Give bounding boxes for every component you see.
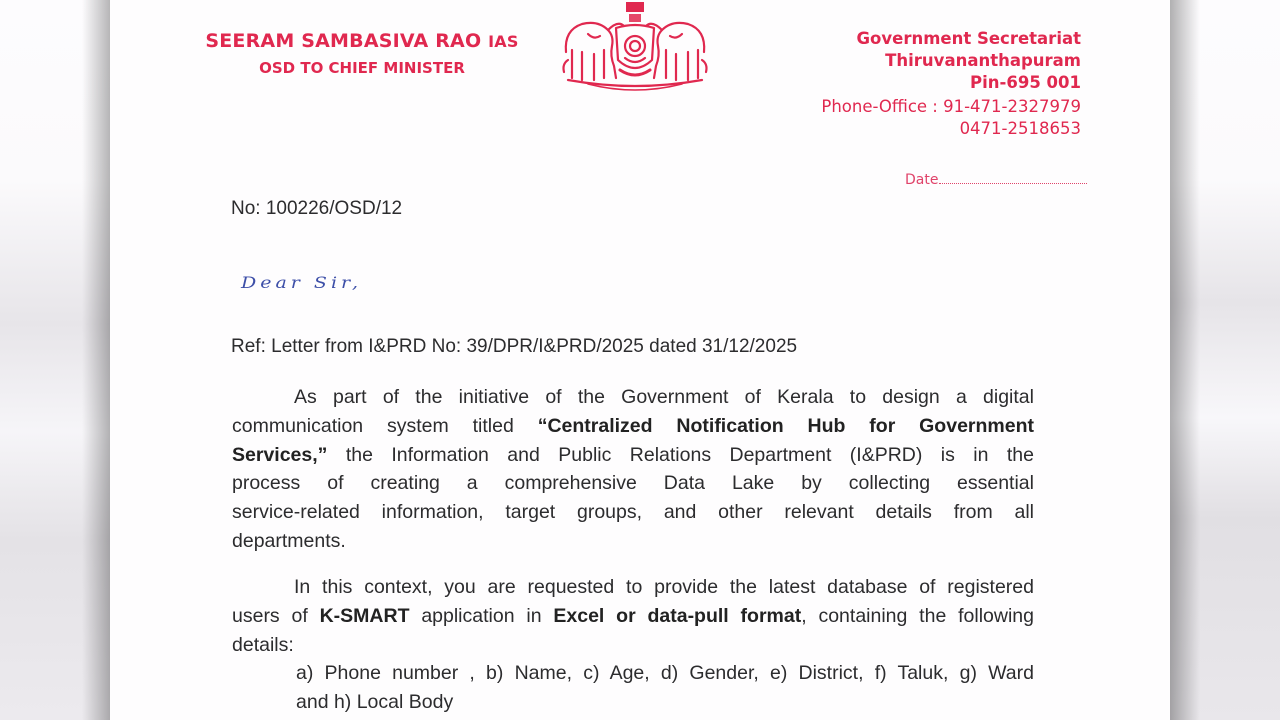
fields-line: and h) Local Body xyxy=(296,691,454,713)
app-name-bold: K-SMART xyxy=(319,604,410,627)
para1-text: As part of the initiative of the Government of Kerala to design a digital xyxy=(294,386,1034,408)
phone-alt: 0471-2518653 xyxy=(959,119,1081,138)
para1-line xyxy=(232,441,1034,470)
officer-suffix: IAS xyxy=(488,32,519,51)
background-left xyxy=(0,0,110,720)
letterhead-officer xyxy=(193,30,531,77)
required-fields-list xyxy=(296,659,1034,717)
para1-line xyxy=(232,498,1034,527)
para2-line xyxy=(232,602,1034,631)
paragraph-1 xyxy=(232,383,1034,556)
system-title-bold: Services,” xyxy=(232,443,328,466)
para1-text: process of creating a comprehensive Data Lake by collecting essential xyxy=(232,472,1034,495)
para1-text: departments. xyxy=(232,529,346,552)
para2-text: users of xyxy=(232,604,320,627)
date-field xyxy=(905,172,1087,188)
background-right xyxy=(1170,0,1280,720)
para1-text: communication system titled xyxy=(232,414,538,437)
officer-name-line xyxy=(193,30,531,52)
kerala-emblem-icon xyxy=(558,0,712,92)
para2-line xyxy=(232,631,1034,660)
phone-office: Phone-Office : 91-471-2327979 xyxy=(821,97,1081,116)
office-city: Thiruvananthapuram xyxy=(885,51,1081,70)
date-blank-line xyxy=(939,183,1087,184)
office-pin: Pin-695 001 xyxy=(970,73,1081,92)
date-label: Date xyxy=(905,172,939,188)
para1-line xyxy=(232,383,1034,412)
para2-text: details: xyxy=(232,633,294,656)
para1-text: the Information and Public Relations Department (I&PRD) is in the xyxy=(327,443,1034,466)
officer-name: SEERAM SAMBASIVA RAO xyxy=(205,30,482,52)
para2-line xyxy=(232,573,1034,602)
handwritten-salutation: Dear Sir, xyxy=(241,273,363,293)
para1-line xyxy=(232,469,1034,498)
paragraph-2 xyxy=(232,573,1034,659)
system-title-bold: “Centralized Notification Hub for Government xyxy=(537,414,1034,437)
officer-role: OSD TO CHIEF MINISTER xyxy=(259,59,465,77)
letter-number: No: 100226/OSD/12 xyxy=(231,198,403,219)
reference-line: Ref: Letter from I&PRD No: 39/DPR/I&PRD/2025 dated 31/12/2025 xyxy=(231,336,798,357)
office-name: Government Secretariat xyxy=(856,29,1081,48)
format-bold: Excel or data-pull format xyxy=(553,604,802,627)
para2-text: , containing the following xyxy=(801,604,1034,627)
para1-line xyxy=(232,527,1034,556)
para1-line xyxy=(232,412,1034,441)
para2-text: In this context, you are requested to provide the latest database of registered xyxy=(294,576,1034,598)
para1-text: service-related information, target groups, and other relevant details from all xyxy=(232,501,1034,524)
fields-line: a) Phone number , b) Name, c) Age, d) Gender, e) District, f) Taluk, g) Ward xyxy=(296,662,1034,684)
letter-page xyxy=(110,0,1170,720)
para2-text: application in xyxy=(409,604,554,627)
letterhead-address xyxy=(821,28,1081,140)
